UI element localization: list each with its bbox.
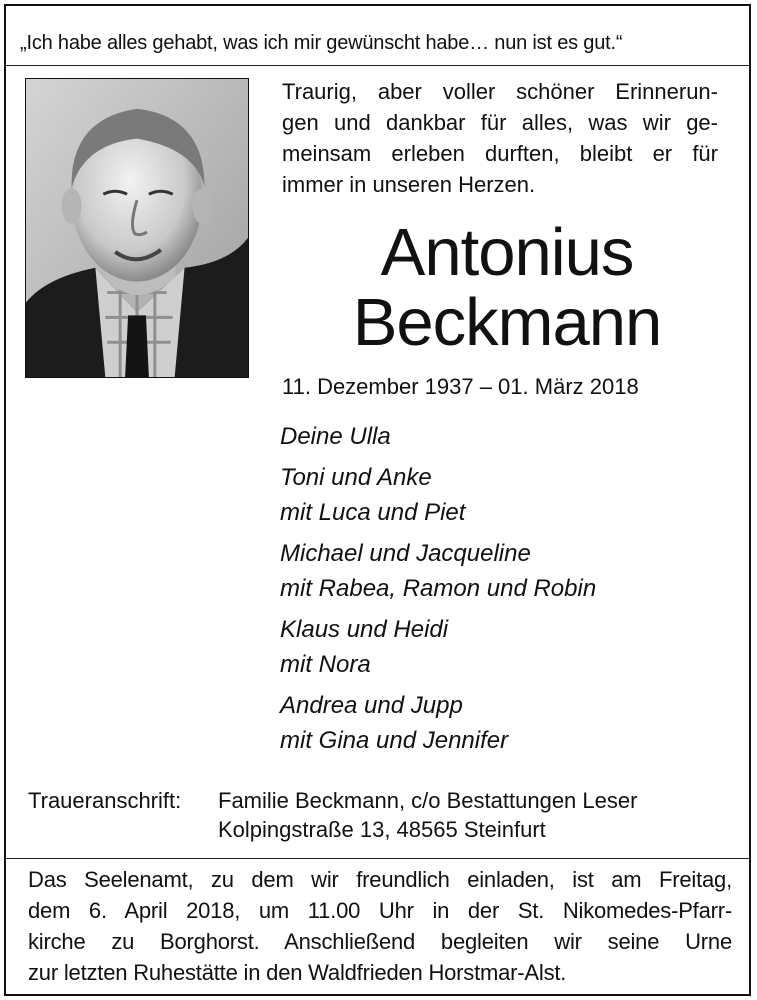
first-name: Antonius	[380, 215, 634, 290]
mourner-line: Michael und Jacqueline	[280, 540, 531, 567]
intro-line: meinsam erleben durften, bleibt er für	[282, 141, 718, 166]
mourning-address	[28, 786, 738, 844]
mourner-group	[280, 688, 720, 758]
mourner-line: mit Gina und Jennifer	[280, 727, 509, 754]
mourner-line: mit Rabea, Ramon und Robin	[280, 575, 597, 602]
address-row	[28, 786, 738, 815]
address-label: Traueranschrift:	[28, 788, 182, 813]
life-dates: 11. Dezember 1937 – 01. März 2018	[282, 374, 639, 399]
mourner-line: Klaus und Heidi	[280, 616, 449, 643]
deceased-name	[282, 215, 732, 360]
divider-bottom	[6, 858, 749, 859]
service-line: Das Seelenamt, zu dem wir freundlich einladen, ist am Freitag,	[28, 867, 732, 892]
portrait-photo	[25, 78, 249, 378]
intro-line: Traurig, aber voller schöner Erinnerun-	[282, 79, 718, 104]
mourner-line: Deine Ulla	[280, 423, 391, 450]
intro-line: gen und dankbar für alles, was wir ge-	[282, 110, 718, 135]
portrait-illustration	[26, 79, 248, 377]
quote: „Ich habe alles gehabt, was ich mir gewünscht habe… nun ist es gut.“	[20, 32, 623, 54]
last-name: Beckmann	[352, 285, 662, 360]
service-info	[28, 864, 732, 988]
mourners-list	[280, 419, 720, 764]
mourner-line: mit Nora	[280, 651, 371, 678]
mourner-group	[280, 460, 720, 530]
mourner-line: mit Luca und Piet	[280, 499, 466, 526]
intro-text	[282, 76, 718, 200]
service-line: zur letzten Ruhestätte in den Waldfrieden Horstmar-Alst.	[28, 960, 567, 985]
mourner-line: Toni und Anke	[280, 464, 432, 491]
divider-top	[6, 65, 749, 66]
service-line: dem 6. April 2018, um 11.00 Uhr in der St. Nikomedes-Pfarr-	[28, 898, 732, 923]
mourner-group	[280, 419, 720, 454]
address-line-2: Kolpingstraße 13, 48565 Steinfurt	[218, 817, 546, 842]
mourner-group	[280, 612, 720, 682]
service-line: kirche zu Borghorst. Anschließend begleiten wir seine Urne	[28, 929, 732, 954]
mourner-group	[280, 536, 720, 606]
address-line-1: Familie Beckmann, c/o Bestattungen Leser	[218, 788, 638, 813]
intro-line: immer in unseren Herzen.	[282, 172, 536, 197]
mourner-line: Andrea und Jupp	[280, 692, 463, 719]
